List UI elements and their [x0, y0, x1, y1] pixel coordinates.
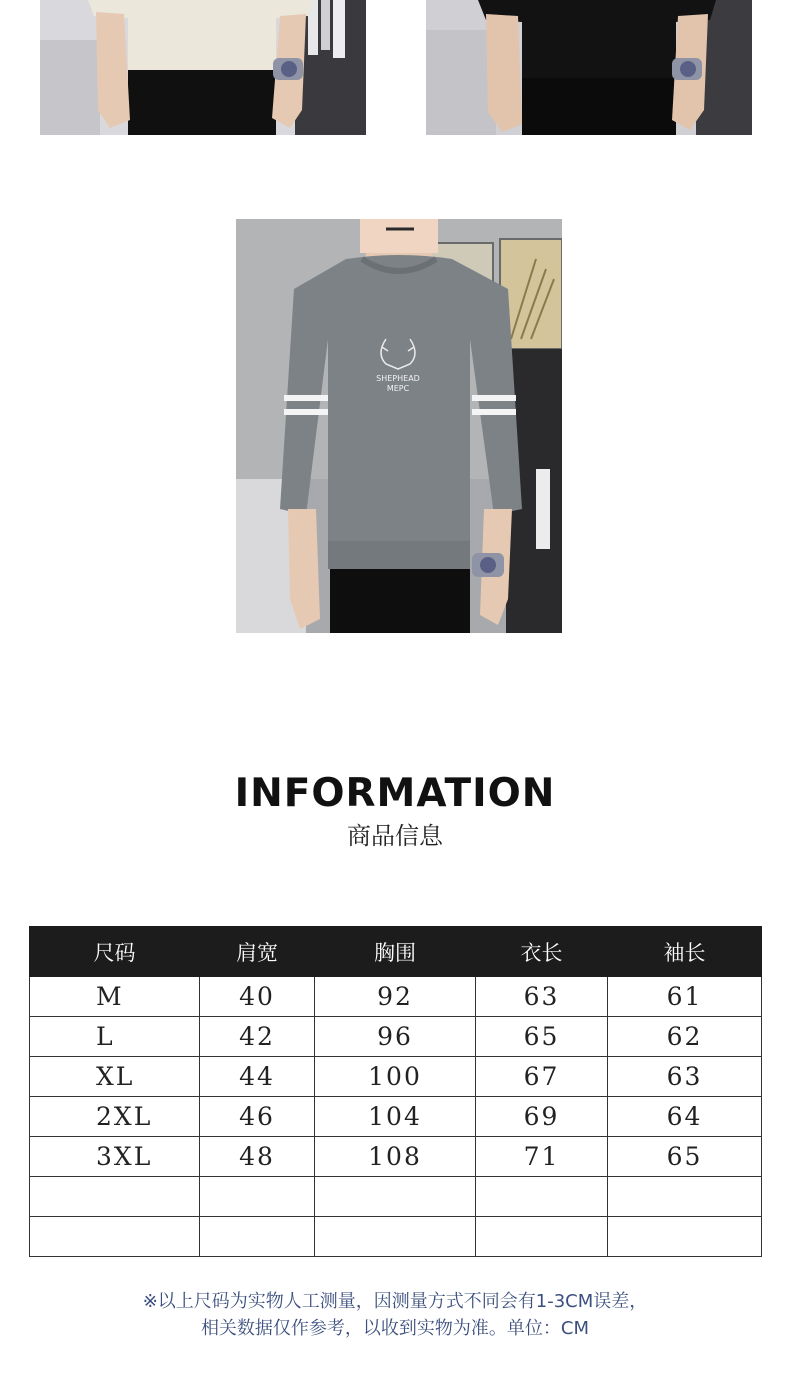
table-row	[30, 977, 762, 1017]
header-length: 衣长	[476, 927, 608, 977]
cell-size: M	[30, 977, 200, 1017]
cell-shoulder	[200, 1217, 315, 1257]
product-photo-cream-sweater	[40, 0, 366, 135]
cell-size: 3XL	[30, 1137, 200, 1177]
cell-shoulder: 40	[200, 977, 315, 1017]
table-row-empty	[30, 1177, 762, 1217]
cell-shoulder: 48	[200, 1137, 315, 1177]
cell-chest: 100	[315, 1057, 476, 1097]
measurement-note-line2: 相关数据仅作参考，以收到实物为准。单位：CM	[200, 1318, 590, 1339]
section-title-en: INFORMATION	[234, 771, 556, 816]
cell-chest	[315, 1217, 476, 1257]
cell-shoulder: 46	[200, 1097, 315, 1137]
cell-sleeve	[608, 1177, 762, 1217]
header-sleeve: 袖长	[608, 927, 762, 977]
cell-length	[476, 1217, 608, 1257]
cell-sleeve: 64	[608, 1097, 762, 1137]
cell-size	[30, 1217, 200, 1257]
section-title-cn: 商品信息	[347, 822, 443, 850]
cell-length: 71	[476, 1137, 608, 1177]
table-row	[30, 1057, 762, 1097]
cell-shoulder: 42	[200, 1017, 315, 1057]
cell-sleeve: 62	[608, 1017, 762, 1057]
cell-chest: 96	[315, 1017, 476, 1057]
measurement-note-line1: ※以上尺码为实物人工测量，因测量方式不同会有1-3CM误差，	[142, 1291, 648, 1312]
sweater-logo-line1: SHEPHEAD	[376, 374, 420, 383]
product-photo-black-sweater	[426, 0, 752, 135]
cell-chest	[315, 1177, 476, 1217]
cell-sleeve: 63	[608, 1057, 762, 1097]
header-size: 尺码	[30, 927, 200, 977]
cell-shoulder	[200, 1177, 315, 1217]
cell-sleeve	[608, 1217, 762, 1257]
table-row-empty	[30, 1217, 762, 1257]
cell-length: 63	[476, 977, 608, 1017]
cell-chest: 108	[315, 1137, 476, 1177]
cell-shoulder: 44	[200, 1057, 315, 1097]
cell-length: 65	[476, 1017, 608, 1057]
size-table	[29, 926, 762, 1257]
cell-sleeve: 65	[608, 1137, 762, 1177]
cell-length	[476, 1177, 608, 1217]
cell-size: 2XL	[30, 1097, 200, 1137]
table-row	[30, 1137, 762, 1177]
cell-length: 67	[476, 1057, 608, 1097]
table-header-row	[30, 927, 762, 977]
cell-sleeve: 61	[608, 977, 762, 1017]
cell-size	[30, 1177, 200, 1217]
sweater-logo-line2: MEPC	[386, 384, 410, 393]
cell-length: 69	[476, 1097, 608, 1137]
table-row	[30, 1097, 762, 1137]
table-row	[30, 1017, 762, 1057]
cell-size: L	[30, 1017, 200, 1057]
cell-chest: 92	[315, 977, 476, 1017]
cell-size: XL	[30, 1057, 200, 1097]
product-photo-grey-sweater	[236, 219, 562, 633]
header-chest: 胸围	[315, 927, 476, 977]
header-shoulder: 肩宽	[200, 927, 315, 977]
cell-chest: 104	[315, 1097, 476, 1137]
